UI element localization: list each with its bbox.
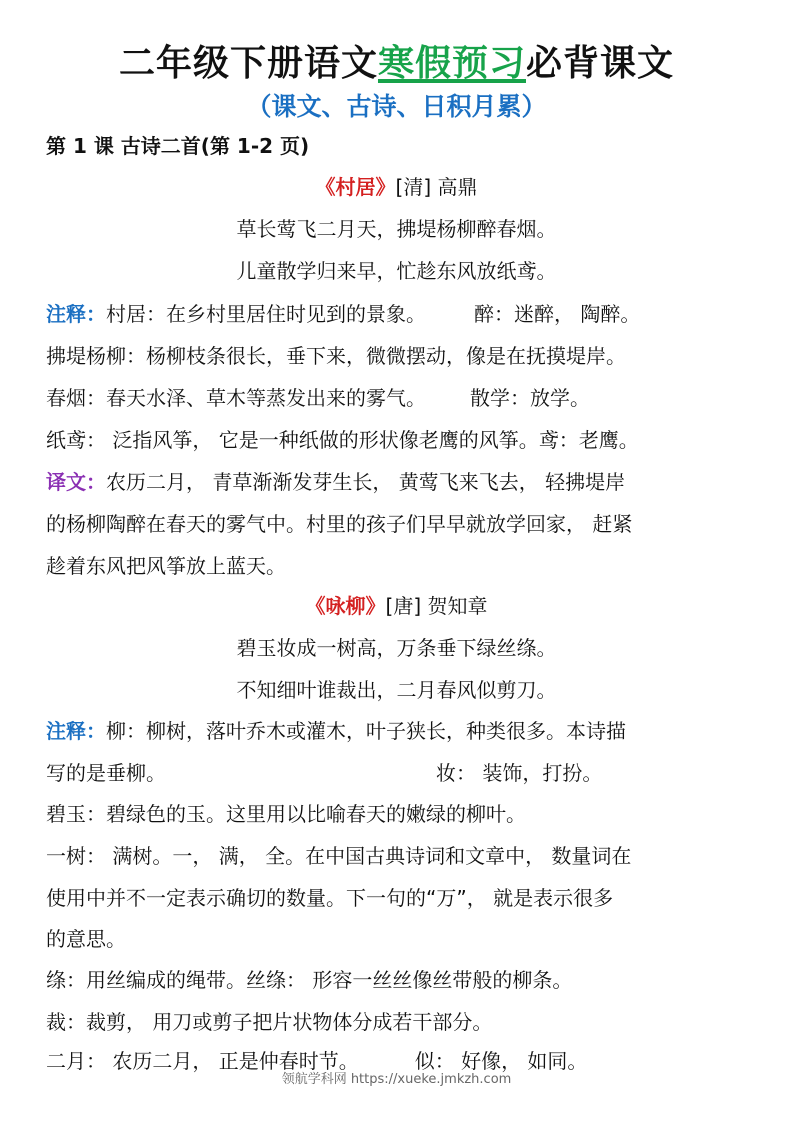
title-part-1: 二年级下册语文: [118, 43, 378, 84]
poem-2-note-3: 妆： 装饰，打扮。: [436, 761, 603, 785]
page-subtitle: （课文、古诗、日积月累）: [246, 92, 547, 121]
poem-1-translation-label: 译文：: [46, 470, 106, 494]
poem-2-notes-label: 注释：: [46, 719, 106, 743]
poem-2-note-10: 二月： 农历二月， 正是仲春时节。: [46, 1049, 359, 1073]
poem-1-note-3: 拂堤杨柳：杨柳枝条很长，垂下来，微微摆动，像是在抚摸堤岸。: [46, 344, 626, 368]
poem-1-translation-row-1: [46, 467, 756, 497]
poem-1-note-5: 散学：放学。: [470, 386, 590, 410]
poem-2-title-line: [0, 591, 793, 621]
poem-2-note-7: 的意思。: [46, 927, 126, 951]
poem-2-note-row-1: [46, 716, 756, 746]
poem-2-note-5: 一树： 满树。一， 满， 全。在中国古典诗词和文章中， 数量词在: [46, 844, 632, 868]
poem-1-note-row-3: [46, 383, 756, 413]
page-title: [0, 36, 793, 92]
poem-2-author: [唐] 贺知章: [385, 594, 488, 618]
poem-2-line-1: 碧玉妆成一树高，万条垂下绿丝绦。: [236, 636, 557, 660]
poem-1-title: 《村居》: [315, 175, 396, 199]
poem-1-author: [清] 高鼎: [395, 175, 478, 199]
poem-1-line-1: 草长莺飞二月天，拂堤杨柳醉春烟。: [236, 217, 557, 241]
title-highlight: 寒假预习: [377, 43, 526, 84]
poem-1-note-1: 村居：在乡村里居住时见到的景象。: [106, 302, 426, 326]
footer-watermark: 领航学科网 https://xueke.jmkzh.com: [281, 1072, 512, 1087]
poem-2-line-2: 不知细叶谁裁出，二月春风似剪刀。: [236, 678, 557, 702]
poem-2-note-9: 裁：裁剪， 用刀或剪子把片状物体分成若干部分。: [46, 1010, 493, 1034]
poem-1-translation-2: 的杨柳陶醉在春天的雾气中。村里的孩子们早早就放学回家， 赶紧: [46, 512, 633, 536]
poem-1-note-row-1: [46, 299, 756, 329]
poem-1-translation-1: 农历二月， 青草渐渐发芽生长， 黄莺飞来飞去， 轻拂堤岸: [106, 470, 626, 494]
poem-1-line-2: 儿童散学归来早，忙趁东风放纸鸢。: [236, 259, 557, 283]
poem-1-translation-3: 趁着东风把风筝放上蓝天。: [46, 554, 286, 578]
poem-1-note-4: 春烟：春天水泽、草木等蒸发出来的雾气。: [46, 386, 426, 410]
poem-2-note-2: 写的是垂柳。: [46, 761, 166, 785]
poem-1-note-6: 纸鸢： 泛指风筝， 它是一种纸做的形状像老鹰的风筝。鸢：老鹰。: [46, 428, 639, 452]
poem-1-title-line: [0, 172, 793, 202]
poem-2-note-6: 使用中并不一定表示确切的数量。下一句的“万”， 就是表示很多: [46, 886, 614, 910]
poem-1-note-2: 醉：迷醉， 陶醉。: [474, 302, 641, 326]
poem-2-note-11: 似： 好像， 如同。: [414, 1049, 588, 1073]
poem-2-title: 《咏柳》: [305, 594, 386, 618]
poem-2-note-row-2: [46, 758, 756, 788]
lesson-heading: 第 1 课 古诗二首(第 1-2 页): [46, 134, 310, 158]
poem-1-notes-label: 注释：: [46, 302, 106, 326]
poem-2-note-4: 碧玉：碧绿色的玉。这里用以比喻春天的嫩绿的柳叶。: [46, 802, 526, 826]
title-part-2: 必背课文: [526, 43, 675, 84]
poem-2-note-1: 柳：柳树，落叶乔木或灌木，叶子狭长，种类很多。本诗描: [106, 719, 626, 743]
poem-2-note-8: 绦：用丝编成的绳带。丝绦： 形容一丝丝像丝带般的柳条。: [46, 968, 573, 992]
